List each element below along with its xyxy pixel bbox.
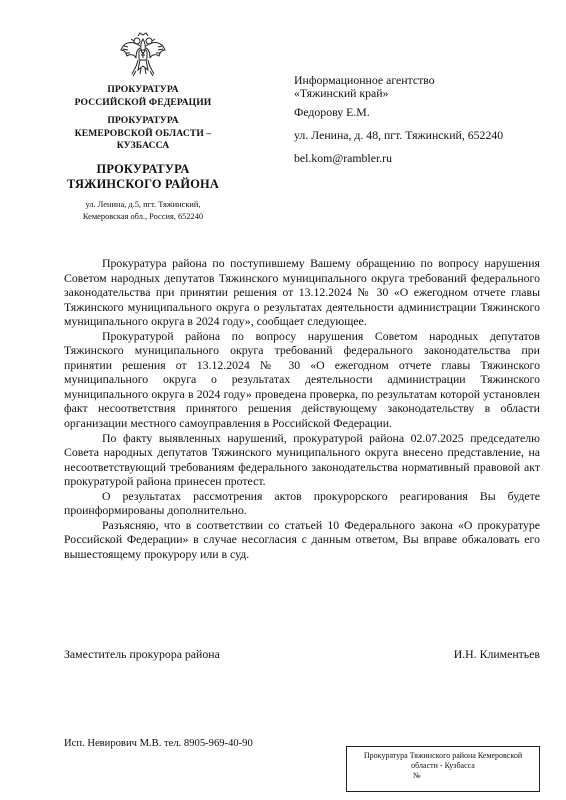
recipient-address: ул. Ленина, д. 48, пгт. Тяжинский, 652240 — [294, 128, 504, 142]
coat-of-arms-icon — [118, 30, 168, 80]
sender-address-line2: Кемеровская обл., Россия, 652240 — [82, 211, 204, 221]
stamp-number-label: № — [413, 771, 421, 780]
org-regional-line2: КЕМЕРОВСКОЙ ОБЛАСТИ – — [74, 127, 212, 139]
recipient-agency-line1: Информационное агентство — [294, 73, 435, 87]
signatory-role: Заместитель прокурора района — [64, 647, 220, 661]
stamp-line1: Прокуратура Тяжинского района Кемеровской — [363, 751, 523, 760]
org-district-line2: ТЯЖИНСКОГО РАЙОНА — [66, 176, 220, 191]
recipient-agency — [294, 74, 544, 100]
signatory-name: И.Н. Климентьев — [453, 647, 540, 661]
registration-stamp — [346, 746, 540, 792]
org-regional-line1: ПРОКУРАТУРА — [107, 115, 179, 126]
body-paragraph-1: Прокуратура района по поступившему Вашему обращению по вопросу нарушения Советом народных депутатов Тяжинского муниципального округа требований федерального законодательства при принятии решения от 13.12.2024 № 30 «О ежегодном отчете главы Тяжинского муниципального округа о результатах деятельности администрации Тяжинского муниципального округа в 2024 году», сообщает следующее. — [64, 256, 540, 329]
letter-body — [64, 256, 540, 561]
executor-contact: Исп. Невирович М.В. тел. 8905-969-40-90 — [64, 738, 253, 749]
org-federal-block — [40, 84, 246, 109]
body-paragraph-5: Разъясняю, что в соответствии со статьей 10 Федерального закона «О прокуратуре Российской Федерации» в случае несогласия с данным ответом, Вы вправе обжаловать его вышестоящему прокурору или в суд. — [64, 517, 540, 561]
org-regional-line3: КУЗБАССА — [116, 140, 170, 151]
stamp-line2: области - Кузбасса — [411, 761, 475, 770]
recipient-name: Федорову Е.М. — [294, 105, 370, 119]
org-district-line1: ПРОКУРАТУРА — [96, 162, 190, 176]
body-paragraph-3: По факту выявленных нарушений, прокуратурой района 02.07.2025 председателю Совета народных депутатов Тяжинского муниципального округа внесено представление, на несоответствующий требованиям федерального законодательства нормативный правовой акт прокуратурой района принесен протест. — [64, 430, 540, 489]
recipient-agency-line2: «Тяжинский край» — [294, 86, 389, 100]
body-paragraph-2: Прокуратурой района по вопросу нарушения Советом народных депутатов Тяжинского муниципального округа требований федерального законодательства при принятии решения от 13.12.2024 № 30 «О ежегодном отчете главы Тяжинского муниципального округа о результатах деятельности администрации Тяжинского муниципального округа в 2024 году» проведена проверка, по результатам которой установлен факт несоответствия принятого решения действующему законодательству в области организации местного самоуправления в Российской Федерации. — [64, 328, 540, 431]
body-paragraph-4: О результатах рассмотрения актов прокурорского реагирования Вы будете проинформированы дополнительно. — [64, 488, 540, 518]
sender-address — [40, 199, 246, 222]
org-regional-block — [40, 115, 246, 153]
org-federal-line1: ПРОКУРАТУРА — [107, 84, 179, 95]
sender-address-line1: ул. Ленина, д.5, пгт. Тяжинский, — [85, 200, 201, 209]
org-district-block — [40, 162, 246, 191]
recipient-email[interactable]: bel.kom@rambler.ru — [294, 151, 393, 165]
org-federal-line2: РОССИЙСКОЙ ФЕДЕРАЦИИ — [74, 96, 212, 108]
